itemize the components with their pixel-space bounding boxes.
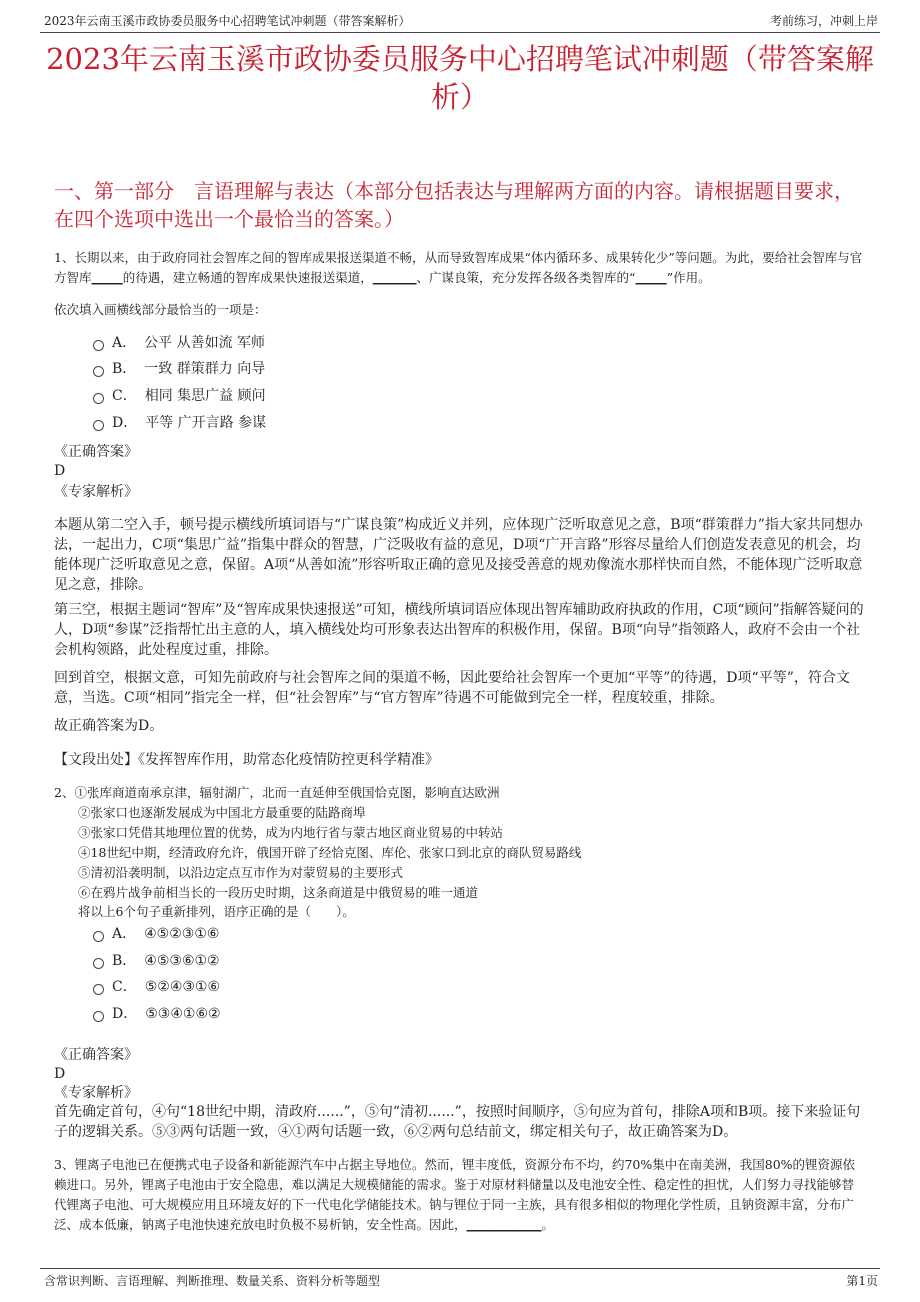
q2-answer: D <box>54 1066 66 1082</box>
radio-icon[interactable] <box>93 1011 104 1022</box>
q2-analysis-label: 《专家解析》 <box>54 1085 138 1101</box>
header-doc-title: 2023年云南玉溪市政协委员服务中心招聘笔试冲刺题（带答案解析） <box>44 14 411 28</box>
source-title: 《发挥智库作用，助常态化疫情防控更科学精准》 <box>138 752 439 768</box>
q2-option-a[interactable]: A． ④⑤②③①⑥ <box>93 924 219 944</box>
q1-analysis-paragraph: 本题从第二空入手，顿号提示横线所填词语与“广谋良策”构成近义并列，应体现广泛听取意见之意，B项“群策群力”指大家共同想办法，一起出力，C项“集思广益”指集中群众的智慧，广泛吸收有益的意见，D项“广开言路”形容尽量给人们创造发表意见的机会，均能体现广泛听取意见之意，保留。A项“从善如流”形容听取正确的意见及接受善意的规劝像流水那样快而自然，不能体现广泛听取意见之意，排除。 <box>54 517 863 593</box>
q1-analysis-paragraph: 回到首空，根据文意，可知先前政府与社会智库之间的渠道不畅，因此要给社会智库一个更加“平等”的待遇，D项“平等”，符合文意，当选。C项“相同”指完全一样，但“社会智库”与“官方智库”待遇不可能做到完全一样，程度较重，排除。 <box>54 670 850 706</box>
q1-answer: D <box>54 463 66 479</box>
section-heading: 一、第一部分 言语理解与表达（本部分包括表达与理解两方面的内容。请根据题目要求，在四个选项中选出一个最恰当的答案。） <box>54 179 854 231</box>
blank-3: _____ <box>635 270 667 285</box>
question-3-stem: 3、锂离子电池已在便携式电子设备和新能源汽车中占据主导地位。然而，锂丰度低，资源分布不均，约70%集中在南美洲，我国80%的锂资源依赖进口。另外，锂离子电池由于安全隐患，难以满足大规模储能的需求。鉴于对原材料储量以及电池安全性、稳定性的担忧，人们努力寻找能够替代锂离子电池、可大规模应用且环境友好的下一代电化学储能技术。钠与锂位于同一主族，具有很多相似的物理化学性质，且钠资源丰富，分布广泛、成本低廉，钠离子电池快速充放电时负极不易析钠，安全性高。因此，____________。 <box>54 1157 856 1232</box>
radio-icon[interactable] <box>93 984 104 995</box>
question-1-stem: 1、长期以来，由于政府同社会智库之间的智库成果报送渠道不畅，从而导致智库成果“体内循环多、成果转化少”等问题。为此，要给社会智库与官方智库_____的待遇，建立畅通的智库成果快速报送渠道，_______、广谋良策，充分发挥各级各类智库的“_____”作用。 <box>54 250 863 285</box>
header-slogan: 考前练习，冲刺上岸 <box>769 14 878 28</box>
q1-analysis-conclusion: 故正确答案为D。 <box>54 718 164 734</box>
question-2-prompt: 将以上6个句子重新排列，语序正确的是（ ）。 <box>78 904 355 919</box>
q1-answer-label: 《正确答案》 <box>54 444 138 460</box>
radio-icon[interactable] <box>93 366 104 377</box>
source-label: 【文段出处】 <box>54 752 138 768</box>
q2-answer-label: 《正确答案》 <box>54 1047 138 1063</box>
q2-option-d[interactable]: D． ⑤③④①⑥② <box>93 1004 221 1024</box>
blank-1: _____ <box>91 270 123 285</box>
q2-option-c[interactable]: C． ⑤②④③①⑥ <box>93 977 220 997</box>
radio-icon[interactable] <box>93 340 104 351</box>
footer-topics: 含常识判断、言语理解、判断推理、数量关系、资料分析等题型 <box>44 1274 381 1288</box>
q2-analysis: 首先确定首句，④句“18世纪中期，清政府......”，⑤句“清初......”，按照时间顺序，⑤句应为首句，排除A项和B项。接下来验证句子的逻辑关系。⑤③两句话题一致，④①两句话题一致，⑥②两句总结前文，绑定相关句子，故正确答案为D。 <box>54 1104 861 1140</box>
q2-option-b[interactable]: B． ④⑤③⑥①② <box>93 951 220 971</box>
q1-analysis-label: 《专家解析》 <box>54 484 138 500</box>
question-2-sentence: ⑤清初沿袭明制，以沿边定点互市作为对蒙贸易的主要形式 <box>78 865 404 880</box>
q1-option-d[interactable]: D． 平等 广开言路 参谋 <box>93 413 266 433</box>
question-2-sentence: ②张家口也逐渐发展成为中国北方最重要的陆路商埠 <box>78 805 366 820</box>
radio-icon[interactable] <box>93 393 104 404</box>
question-1-prompt: 依次填入画横线部分最恰当的一项是： <box>54 302 267 317</box>
q1-analysis-paragraph: 第三空，根据主题词“智库”及“智库成果快速报送”可知，横线所填词语应体现出智库辅助政府执政的作用，C项“顾问”指解答疑问的人，D项“参谋”泛指帮忙出主意的人，填入横线处均可形象表达出智库的积极作用，保留。B项“向导”指领路人，政府不会由一个社会机构领路，此处程度过重，排除。 <box>54 602 864 658</box>
radio-icon[interactable] <box>93 420 104 431</box>
page-footer <box>40 1268 880 1293</box>
radio-icon[interactable] <box>93 931 104 942</box>
q1-option-a[interactable]: A． 公平 从善如流 军师 <box>93 333 265 353</box>
radio-icon[interactable] <box>93 958 104 969</box>
question-2-sentence: ④18世纪中期，经清政府允许，俄国开辟了经恰克图、库伦、张家口到北京的商队贸易路线 <box>78 845 582 860</box>
q1-option-c[interactable]: C． 相同 集思广益 顾问 <box>93 386 266 406</box>
question-2-sentence: ⑥在鸦片战争前相当长的一段历史时期，这条商道是中俄贸易的唯一通道 <box>78 885 479 900</box>
question-2-sentence: 2、①张库商道南承京津，辐射湖广，北而一直延伸至俄国恰克图，影响直达欧洲 <box>54 785 500 800</box>
blank-2: _______ <box>372 270 417 285</box>
page-header <box>40 10 880 33</box>
page-number: 第1页 <box>846 1274 878 1288</box>
document-title: 2023年云南玉溪市政协委员服务中心招聘笔试冲刺题（带答案解析） <box>46 42 874 114</box>
q1-option-b[interactable]: B． 一致 群策群力 向导 <box>93 359 265 379</box>
q1-source <box>54 750 866 770</box>
question-2-sentence: ③张家口凭借其地理位置的优势，成为内地行省与蒙古地区商业贸易的中转站 <box>78 825 504 840</box>
blank: ____________ <box>466 1217 542 1232</box>
